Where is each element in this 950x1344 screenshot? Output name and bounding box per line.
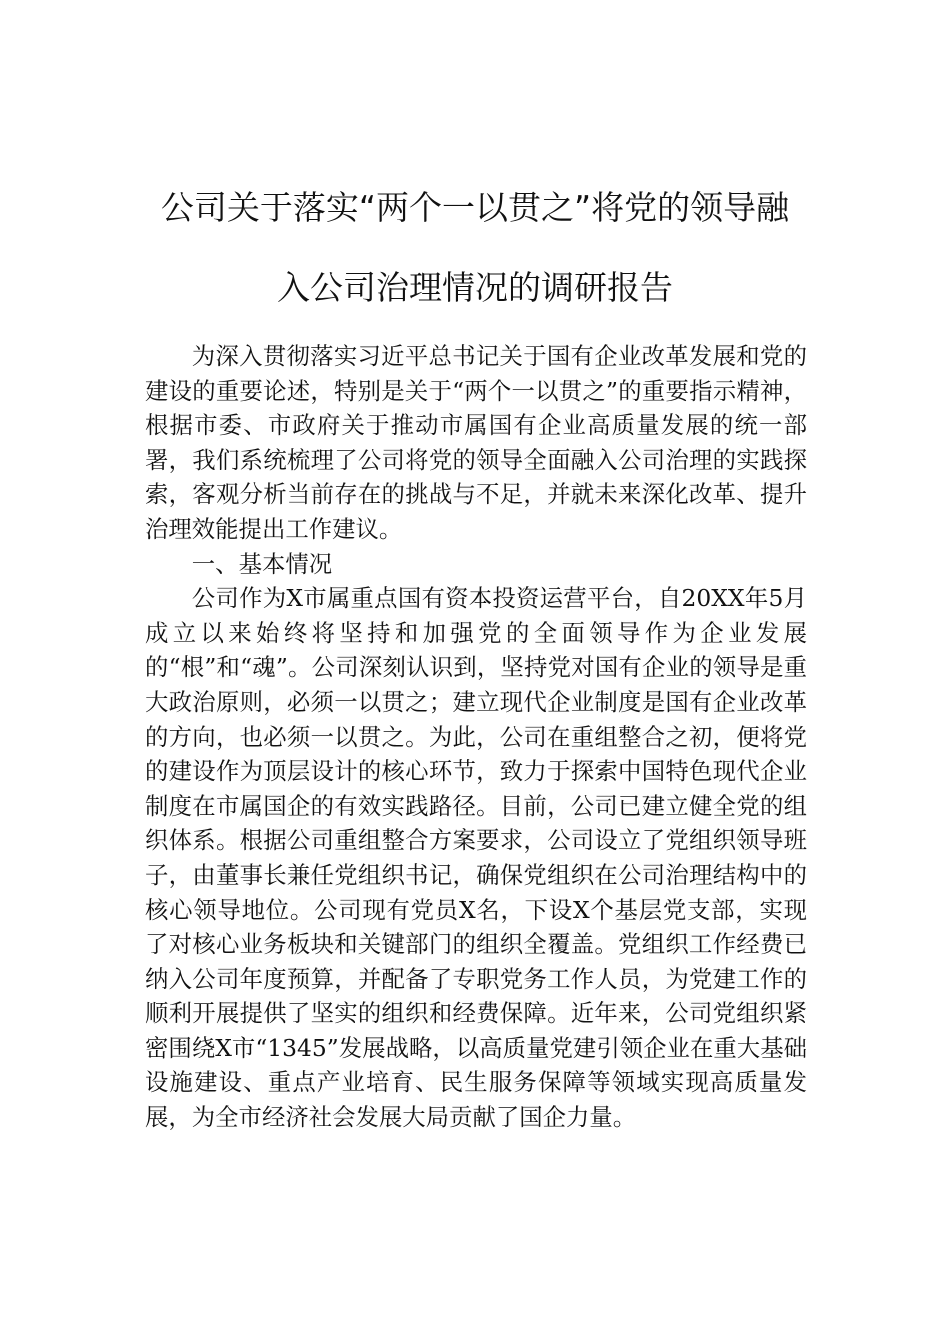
title-line-1: 公司关于落实“两个一以贯之”将党的领导融 [160, 188, 790, 227]
document-body [145, 339, 807, 1135]
section-paragraph-basic-situation: 公司作为X市属重点国有资本投资运营平台，自20XX年5月成立以来始终将坚持和加强党的全面领导作为企业发展的“根”和“魂”。公司深刻认识到，坚持党对国有企业的领导是重大政治原则，必须一以贯之；建立现代企业制度是国有企业改革的方向，也必须一以贯之。为此，公司在重组整合之初，便将党的建设作为顶层设计的核心环节，致力于探索中国特色现代企业制度在市属国企的有效实践路径。目前，公司已建立健全党的组织体系。根据公司重组整合方案要求，公司设立了党组织领导班子，由董事长兼任党组织书记，确保党组织在公司治理结构中的核心领导地位。公司现有党员X名，下设X个基层党支部，实现了对核心业务板块和关键部门的组织全覆盖。党组织工作经费已纳入公司年度预算，并配备了专职党务工作人员，为党建工作的顺利开展提供了坚实的组织和经费保障。近年来，公司党组织紧密围绕X市“1345”发展战略，以高质量党建引领企业在重大基础设施建设、重点产业培育、民生服务保障等领域实现高质量发展，为全市经济社会发展大局贡献了国企力量。 [145, 584, 807, 1132]
title-line-2: 入公司治理情况的调研报告 [277, 268, 673, 307]
intro-paragraph: 为深入贯彻落实习近平总书记关于国有企业改革发展和党的建设的重要论述，特别是关于“两个一以贯之”的重要指示精神，根据市委、市政府关于推动市属国有企业高质量发展的统一部署，我们系统梳理了公司将党的领导全面融入公司治理的实践探索，客观分析当前存在的挑战与不足，并就未来深化改革、提升治理效能提出工作建议。 [145, 342, 807, 543]
document-title [110, 168, 840, 328]
section-heading-basic-situation: 一、基本情况 [191, 549, 333, 578]
